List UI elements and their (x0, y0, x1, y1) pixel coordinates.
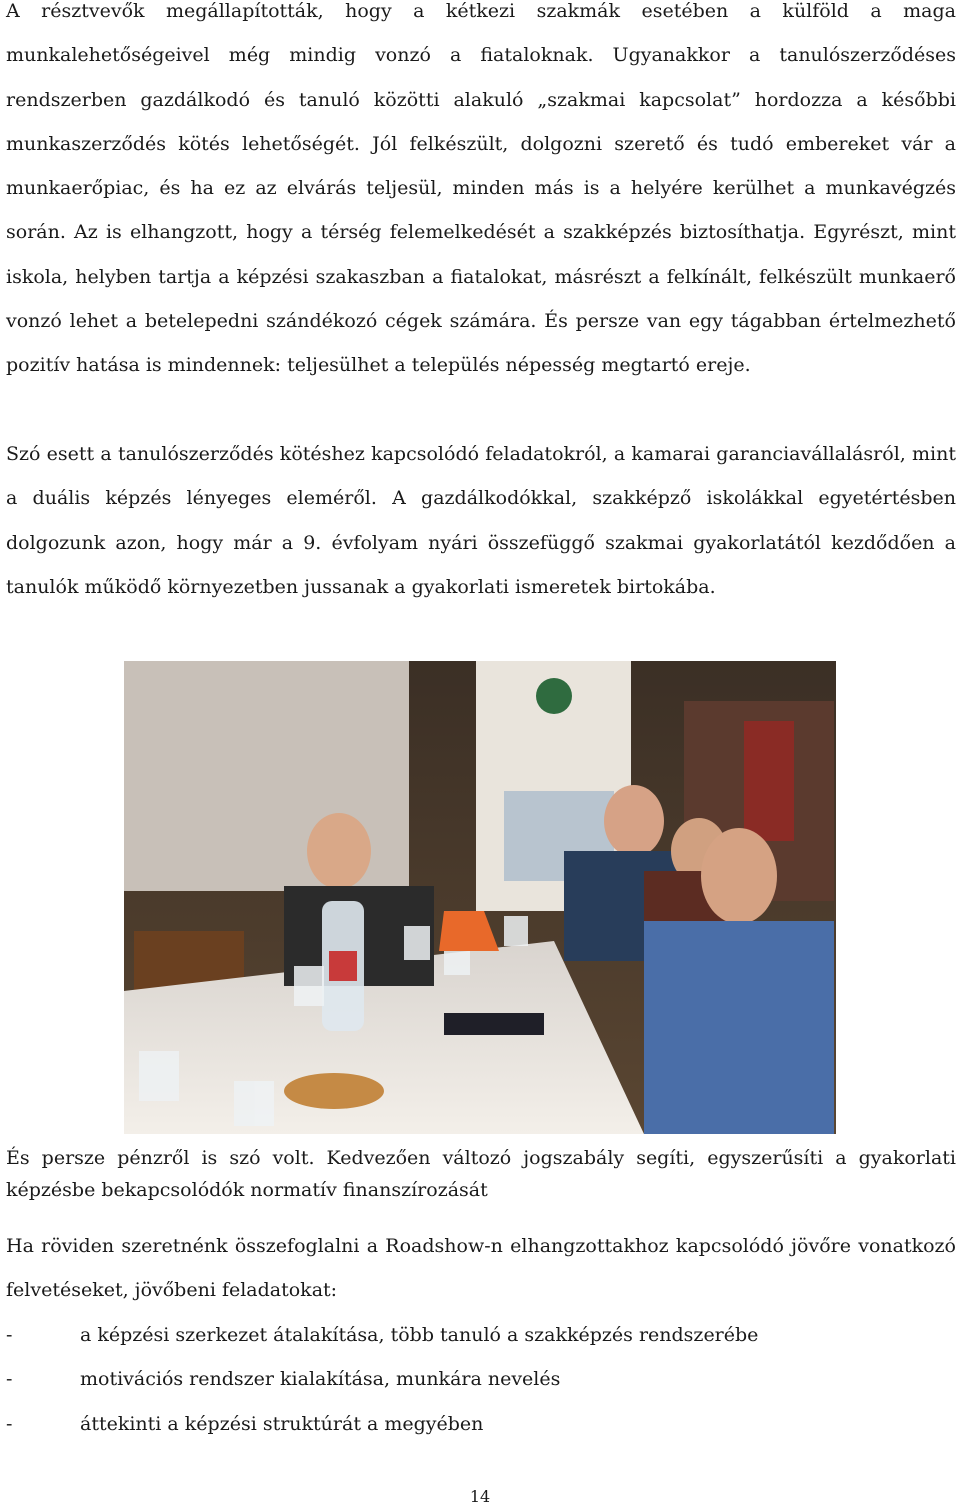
list-item (6, 1357, 758, 1401)
paragraph-finanszirozas: És persze pénzről is szó volt. Kedvezően változó jogszabály segíti, egyszerűsíti a gyakorlati képzésbe bekapcsolódók normatív finanszírozását (6, 1147, 956, 1201)
bullet-text: motivációs rendszer kialakítása, munkára nevelés (80, 1368, 561, 1391)
bullet-list (6, 1313, 758, 1446)
bullet-dash: - (6, 1368, 13, 1391)
bullet-dash: - (6, 1412, 13, 1435)
list-item (6, 1313, 758, 1357)
paragraph-osszefoglalo: Ha röviden szeretnénk összefoglalni a Roadshow-n elhangzottakhoz kapcsolódó jövőre vonatkozó felvetéseket, jövőbeni feladatokat: (6, 1235, 956, 1302)
list-item (6, 1402, 758, 1446)
bullet-text: a képzési szerkezet átalakítása, több tanuló a szakképzés rendszerébe (80, 1324, 759, 1346)
paragraph-tanuloszerzodes: Szó esett a tanulószerződés kötéshez kapcsolódó feladatokról, a kamarai garanciavállalásról, mint a duális képzés lényeges eleméről. A gazdálkodókkal, szakképző iskolákkal egyetértésben dolgozunk azon, hogy már a 9. évfolyam nyári összefüggő szakmai gyakorlatától kezdődően a tanulók működő környezetben jussanak a gyakorlati ismeretek birtokába. (6, 443, 956, 598)
bullet-text: áttekinti a képzési struktúrát a megyében (80, 1412, 484, 1435)
page-number: 14 (469, 1487, 491, 1506)
bullet-dash: - (6, 1324, 13, 1346)
photo-illustration (124, 661, 836, 1134)
event-photo (124, 661, 836, 1134)
paragraph-intro: A résztvevők megállapították, hogy a kétkezi szakmák esetében a külföld a maga munkalehetőségeivel még mindig vonzó a fiataloknak. Ugyanakkor a tanulószerződéses rendszerben gazdálkodó és tanuló közötti alakuló „szakmai kapcsolat” hordozza a későbbi munkaszerződés kötés lehetőségét. Jól felkészült, dolgozni szerető és tudó embereket vár a munkaerőpiac, és ha ez az elvárás teljesül, minden más is a helyére kerülhet a munkavégzés során. Az is elhangzott, hogy a térség felemelkedését a szakképzés biztosíthatja. Egyrészt, mint iskola, helyben tartja a képzési szakaszban a fiatalokat, másrészt a felkínált, felkészült munkaerő vonzó lehet a betelepedni szándékozó cégek számára. És persze van egy tágabban értelmezhető pozitív hatása is mindennek: teljesülhet a település népesség megtartó ereje. (6, 0, 956, 377)
